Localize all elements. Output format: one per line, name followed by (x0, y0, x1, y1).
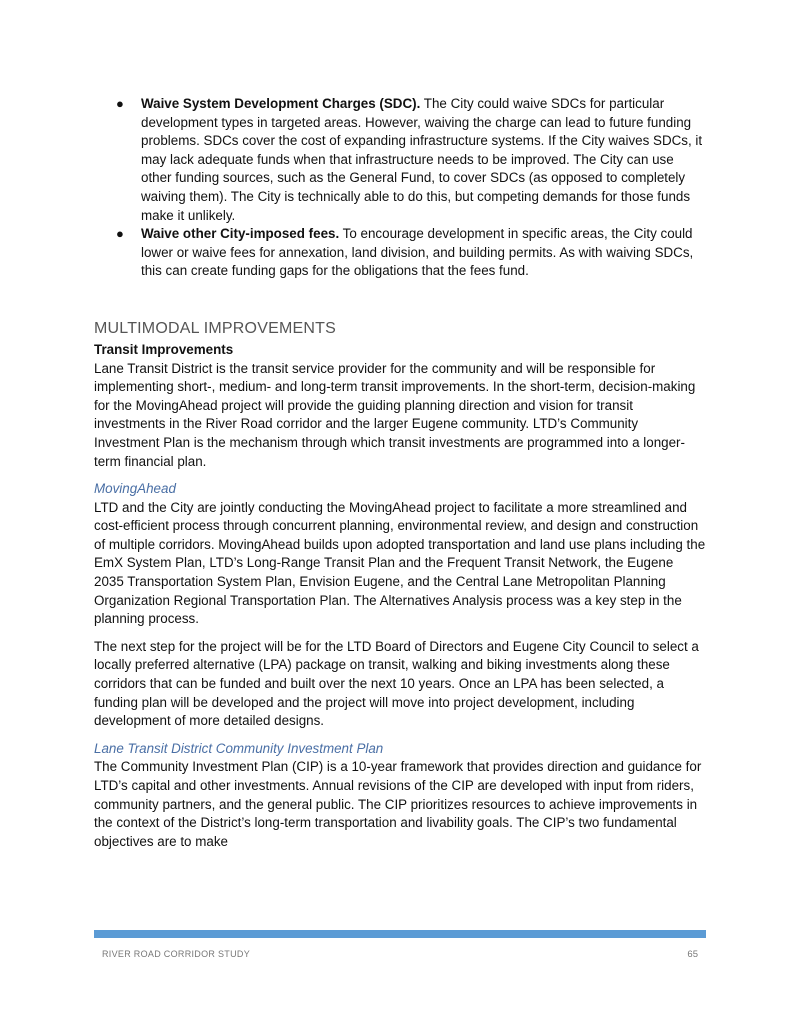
page-number: 65 (687, 949, 698, 960)
page-content (94, 95, 706, 851)
bullet-lead: Waive other City-imposed fees. (141, 226, 340, 242)
bullet-text: The City could waive SDCs for particular development types in targeted areas. However, waiving the charge can lead to future funding problems. SDCs cover the cost of expanding infrastructure systems. If the City waives SDCs, it may lack adequate funds when that infrastructure needs to be improved. The City can use other funding sources, such as the General Fund, to cover SDCs (as opposed to completely waiving them). The City is technically able to do this, but competing demands for those funds make it unlikely. (141, 96, 703, 223)
movingahead-paragraph-1: LTD and the City are jointly conducting the MovingAhead project to facilitate a more streamlined and cost-efficient process through concurrent planning, environmental review, and design and construction of multiple corridors. MovingAhead builds upon adopted transportation and land use plans including the EmX System Plan, LTD’s Long-Range Transit Plan and the Frequent Transit Network, the Eugene 2035 Transportation System Plan, Envision Eugene, and the Central Lane Metropolitan Planning Organization Regional Transportation Plan. The Alternatives Analysis process was a key step in the planning process. (94, 499, 706, 627)
intro-paragraph: Lane Transit District is the transit service provider for the community and will be responsible for implementing short-, medium- and long-term transit improvements. In the short-term, decision-making for the MovingAhead project will provide the guiding planning direction and vision for transit investments in the River Road corridor and the larger Eugene community. LTD’s Community Investment Plan is the mechanism through which transit investments are programmed into a longer-term financial plan. (94, 360, 696, 469)
footer-title: RIVER ROAD CORRIDOR STUDY (102, 949, 251, 959)
cip-heading: Lane Transit District Community Investment Plan (94, 740, 384, 756)
footer-divider (94, 930, 706, 938)
subsection-heading: Transit Improvements (94, 341, 234, 357)
fee-options-list (94, 95, 706, 281)
movingahead-paragraph-2: The next step for the project will be for the LTD Board of Directors and Eugene City Council to select a locally preferred alternative (LPA) package on transit, walking and biking investments along these corridors that can be funded and built over the next 10 years. Once an LPA has been selected, a funding plan will be developed and the project will move into project development, including development of more detailed designs. (94, 638, 699, 729)
list-item (94, 225, 706, 281)
section-heading: MULTIMODAL IMPROVEMENTS (94, 319, 336, 337)
cip-paragraph: The Community Investment Plan (CIP) is a 10-year framework that provides direction and guidance for LTD’s capital and other investments. Annual revisions of the CIP are developed with input from riders, community partners, and the general public. The CIP prioritizes resources to achieve improvements in the context of the District’s long-term transportation and livability goals. The CIP’s two fundamental objectives are to make (94, 759, 702, 849)
list-item (94, 95, 706, 225)
bullet-lead: Waive System Development Charges (SDC). (141, 96, 421, 111)
bullet-text: To encourage development in specific areas, the City could lower or waive fees for annexation, land division, and building permits. As with waiving SDCs, this can create funding gaps for the obligations that the fees fund. (141, 226, 694, 279)
bullet-icon: ● (116, 96, 124, 111)
movingahead-heading: MovingAhead (94, 481, 176, 497)
bullet-icon: ● (116, 226, 124, 242)
